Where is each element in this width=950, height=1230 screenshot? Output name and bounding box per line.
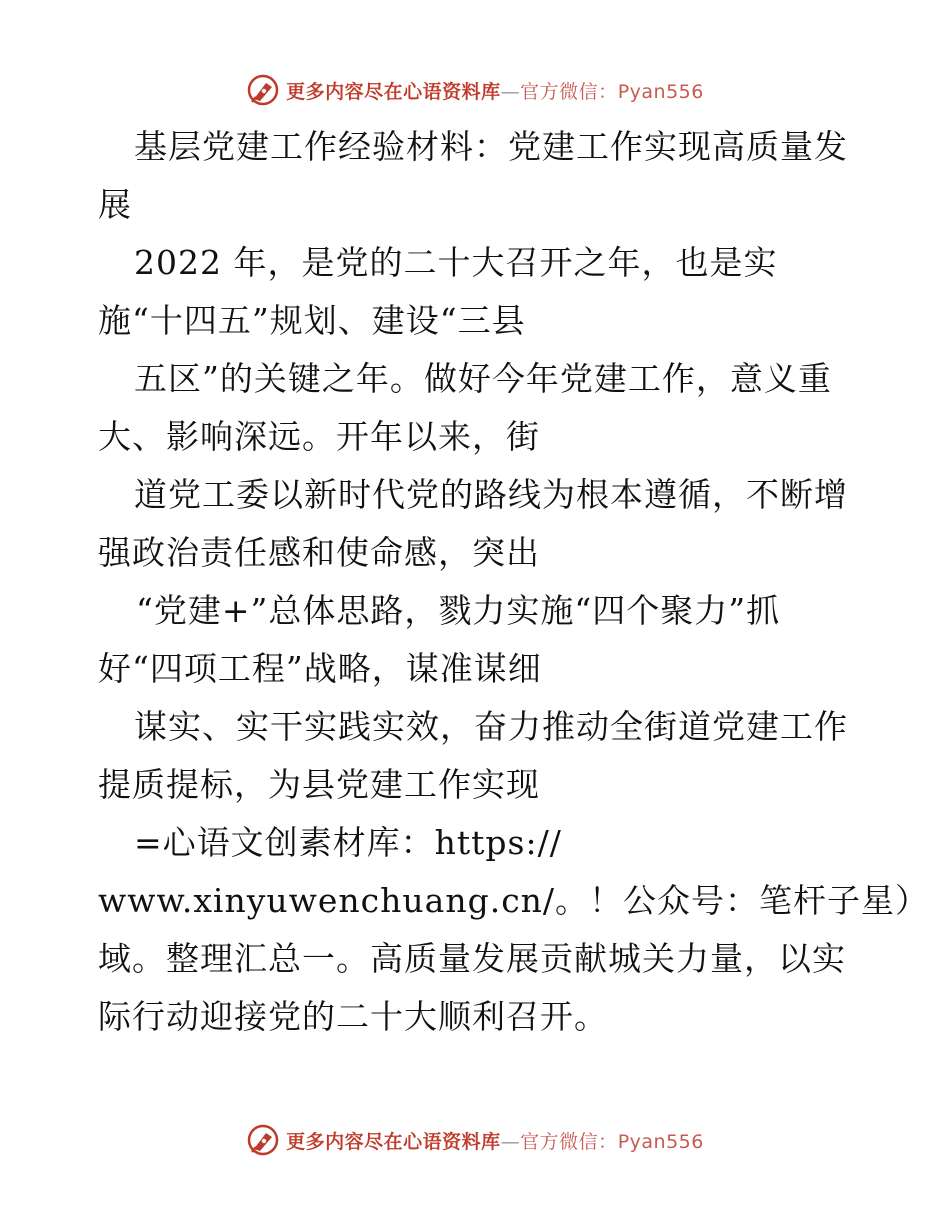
paragraph-line: 道党工委以新时代党的路线为根本遵循，不断增 <box>134 475 848 514</box>
title-line-2: 展 <box>98 185 132 224</box>
footer-wechat-id: Pyan556 <box>617 1130 704 1153</box>
footer-dash: — <box>500 1130 521 1153</box>
header-banner-inner <box>246 73 704 107</box>
paragraph-line: 际行动迎接党的二十大顺利召开。 <box>98 997 608 1036</box>
header-main-text: 更多内容尽在心语资料库 <box>286 80 501 103</box>
footer-banner <box>0 1120 950 1160</box>
footer-banner-text <box>286 1127 704 1154</box>
paragraph-line: 提质提标，为县党建工作实现 <box>98 765 540 804</box>
header-wechat-id: Pyan556 <box>617 80 704 103</box>
header-dash: — <box>500 80 521 103</box>
footer-banner-inner <box>246 1123 704 1157</box>
header-sub-text: 官方微信： <box>520 80 618 103</box>
paragraph-line: 五区”的关键之年。做好今年党建工作，意义重 <box>134 359 832 398</box>
pen-nib-logo-icon <box>246 1123 280 1157</box>
pen-nib-logo-icon <box>246 73 280 107</box>
paragraph-line: 好“四项工程”战略，谋准谋细 <box>98 649 542 688</box>
footer-sub-text: 官方微信： <box>520 1130 618 1153</box>
footer-main-text: 更多内容尽在心语资料库 <box>286 1130 501 1153</box>
header-banner <box>0 70 950 110</box>
paragraph-line: 2022 年，是党的二十大召开之年，也是实 <box>134 243 778 282</box>
paragraph-line: www.xinyuwenchuang.cn/。！公众号：笔杆子星） <box>98 881 930 920</box>
document-body <box>98 118 930 1046</box>
paragraph-line: “党建+”总体思路，戮力实施“四个聚力”抓 <box>136 591 781 630</box>
paragraph-line: 域。整理汇总一。高质量发展贡献城关力量，以实 <box>98 939 846 978</box>
title-line-1: 基层党建工作经验材料：党建工作实现高质量发 <box>134 127 848 166</box>
header-banner-text <box>286 77 704 104</box>
paragraph-line: 强政治责任感和使命感，突出 <box>98 533 540 572</box>
paragraph-line: 谋实、实干实践实效，奋力推动全街道党建工作 <box>134 707 848 746</box>
paragraph-line: 大、影响深远。开年以来，街 <box>98 417 540 456</box>
paragraph-line: =心语文创素材库：https:// <box>134 823 562 862</box>
paragraph-line: 施“十四五”规划、建设“三县 <box>98 301 526 340</box>
